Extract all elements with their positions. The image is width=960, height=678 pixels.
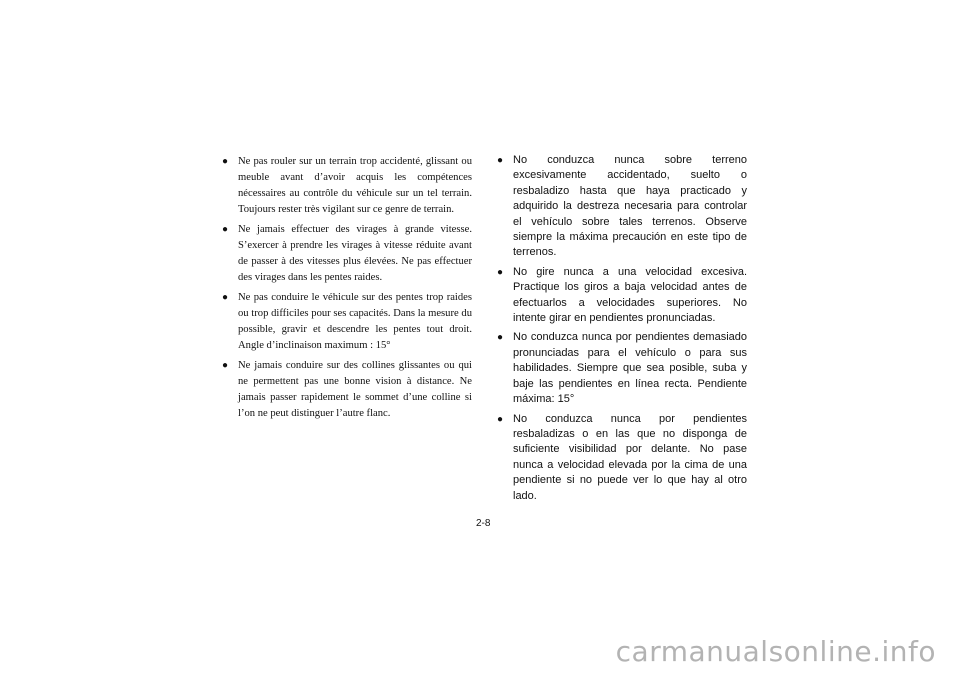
- watermark: carmanualsonline.info: [615, 635, 936, 668]
- french-item-text: Ne pas conduire le véhicule sur des pentes trop raides ou trop difficiles pour ses capacités. Dans la mesure du possible, gravir et descendre les pentes tout droit. Angle d’inclinaison maximum : 15°: [238, 292, 472, 351]
- bullet-icon: ●: [497, 332, 504, 344]
- bullet-icon: ●: [222, 360, 229, 371]
- french-bullet-item: [222, 358, 472, 422]
- bullet-icon: ●: [497, 155, 504, 166]
- french-bullet-item: [222, 154, 472, 218]
- spanish-bullet-item: [497, 153, 747, 261]
- french-bullet-item: [222, 290, 472, 354]
- spanish-item-text: No conduzca nunca sobre terreno excesivamente accidentado, suelto o resbaladizo hasta que haya practicado y adquirido la destreza necesaria para controlar el vehículo sobre tales terrenos. Observe siempre la máxima precaución en este tipo de terrenos.: [513, 154, 747, 259]
- french-bullet-item: [222, 222, 472, 286]
- bullet-icon: ●: [497, 413, 504, 425]
- spanish-bullet-item: [497, 412, 747, 504]
- spanish-item-text: No conduzca nunca por pendientes demasiado pronunciadas para el vehículo o para sus habilidades. Siempre que sea posible, suba y baje las pendientes en línea recta. Pendiente máxima: 15°: [513, 331, 747, 406]
- bullet-icon: ●: [222, 156, 229, 167]
- french-item-text: Ne pas rouler sur un terrain trop accidenté, glissant ou meuble avant d’avoir acquis les compétences nécessaires au contrôle du véhicule sur un tel terrain. Toujours rester très vigilant sur ce genre de terrain.: [238, 156, 472, 215]
- french-item-text: Ne jamais effectuer des virages à grande vitesse. S’exercer à prendre les virages à vitesse réduite avant de passer à des vitesses plus élevées. Ne pas effectuer des virages dans les pentes raides.: [238, 224, 472, 283]
- bullet-icon: ●: [222, 224, 229, 235]
- spanish-bullet-item: [497, 265, 747, 327]
- spanish-item-text: No gire nunca a una velocidad excesiva. Practique los giros a baja velocidad antes de efectuarlos a velocidades superiores. No intente girar en pendientes pronunciadas.: [513, 265, 747, 325]
- page-number: 2-8: [476, 518, 491, 529]
- spanish-column: [497, 153, 747, 508]
- french-item-text: Ne jamais conduire sur des collines glissantes ou qui ne permettent pas une bonne vision à distance. Ne jamais passer rapidement le sommet d’une colline si l’on ne peut distinguer l’autre flanc.: [238, 360, 472, 419]
- spanish-bullet-item: [497, 330, 747, 407]
- bullet-icon: ●: [222, 292, 229, 303]
- bullet-icon: ●: [497, 266, 504, 278]
- french-column: [222, 154, 472, 426]
- spanish-item-text: No conduzca nunca por pendientes resbaladizas o en las que no disponga de suficiente visibilidad por delante. No pase nunca a velocidad elevada por la cima de una pendiente si no puede ver lo que hay al otro lado.: [513, 412, 747, 502]
